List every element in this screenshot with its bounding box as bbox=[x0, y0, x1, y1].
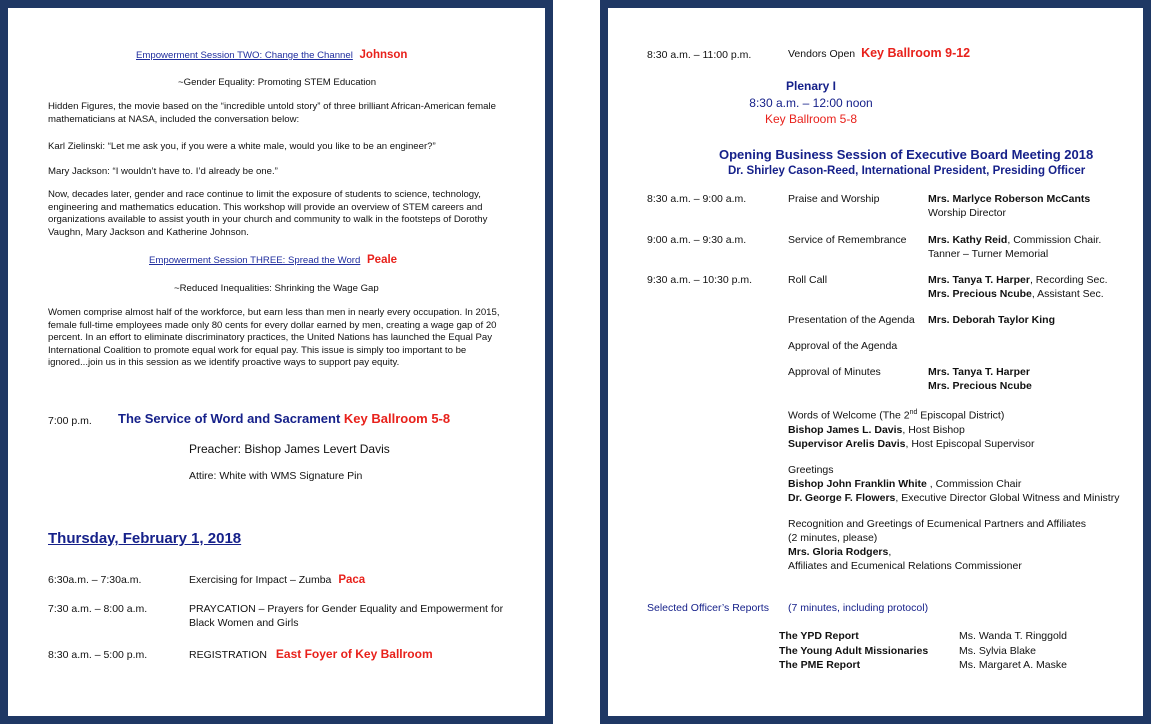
session-three-description: Women comprise almost half of the workforce, but earn less than men in nearly every occupation. In 2015, female full-time employees made only 80 cents for every dollar earned by men, creating a wage gap of 20 percent. In an effort to eliminate discriminatory practices, the United Nations has launched the Equal Pay International Coalition to promote equal work for equal pay. This issue is simply too important to be ignored...join us in this session as we identify proactive ways to support pay equity. bbox=[48, 307, 500, 369]
greetings-name-1: Bishop John Franklin White bbox=[788, 478, 930, 490]
presentation-label: Presentation of the Agenda bbox=[788, 314, 915, 326]
praise-name: Mrs. Marlyce Roberson McCants bbox=[928, 193, 1091, 205]
greetings-block bbox=[788, 463, 1119, 505]
report-item-3: The PME Report bbox=[779, 659, 861, 671]
session-two-quote-1: Karl Zielinski: “Let me ask you, if you were a white male, would you like to be an engineer?” bbox=[48, 141, 436, 152]
welcome-name-1: Bishop James L. Davis bbox=[788, 423, 903, 436]
session-three-subtitle: ~Reduced Inequalities: Shrinking the Wage Gap bbox=[174, 283, 379, 294]
schedule-event-2-line-2: Black Women and Girls bbox=[189, 617, 299, 629]
vendors-line bbox=[788, 46, 970, 61]
welcome-name-2: Supervisor Arelis Davis bbox=[788, 437, 906, 450]
schedule-event-1-label: Exercising for Impact – Zumba bbox=[189, 574, 332, 586]
session-two-subtitle: ~Gender Equality: Promoting STEM Education bbox=[178, 77, 377, 88]
presentation-presenter: Mrs. Deborah Taylor King bbox=[928, 314, 1055, 326]
report-presenter-1: Ms. Wanda T. Ringgold bbox=[959, 630, 1067, 642]
greetings-name-2: Dr. George F. Flowers bbox=[788, 492, 896, 504]
remembrance-name: Mrs. Kathy Reid bbox=[928, 234, 1008, 246]
recognition-comma: , bbox=[888, 546, 892, 558]
remembrance-presenter bbox=[928, 233, 1101, 261]
welcome-role-1: , Host Bishop bbox=[902, 423, 965, 436]
rollcall-time: 9:30 a.m. – 10:30 p.m. bbox=[647, 274, 753, 286]
rollcall-name-1: Mrs. Tanya T. Harper bbox=[928, 274, 1030, 286]
praise-role: Worship Director bbox=[928, 207, 1006, 219]
greetings-title: Greetings bbox=[788, 464, 834, 476]
vendors-label: Vendors Open bbox=[788, 48, 856, 60]
right-page bbox=[600, 0, 1151, 724]
schedule-time-2: 7:30 a.m. – 8:00 a.m. bbox=[48, 603, 148, 615]
approval-minutes-label: Approval of Minutes bbox=[788, 366, 881, 378]
report-item-2: The Young Adult Missionaries bbox=[779, 645, 929, 657]
recognition-title: Recognition and Greetings of Ecumenical Partners and Affiliates bbox=[788, 518, 1087, 530]
minutes-name-1: Mrs. Tanya T. Harper bbox=[928, 366, 1030, 378]
service-preacher: Preacher: Bishop James Levert Davis bbox=[189, 442, 390, 456]
praise-time: 8:30 a.m. – 9:00 a.m. bbox=[647, 193, 747, 205]
schedule-time-3: 8:30 a.m. – 5:00 p.m. bbox=[48, 649, 148, 661]
plenary-time: 8:30 a.m. – 12:00 noon bbox=[749, 96, 873, 110]
schedule-event-3-label: REGISTRATION bbox=[189, 649, 267, 661]
schedule-event-3 bbox=[189, 647, 433, 662]
left-page-content bbox=[8, 8, 545, 716]
session-two-description: Now, decades later, gender and race continue to limit the exposure of students to science, technology, engineering and mathematics education. This workshop will provide an overview of STEM careers and organizations available to assist youth in your church and community to walk in the footsteps of Dorothy Vaughn, Mary Jackson and Katherine Johnson. bbox=[48, 189, 488, 238]
session-two-heading bbox=[136, 49, 407, 62]
opening-title: Opening Business Session of Executive Board Meeting 2018 bbox=[719, 147, 1094, 162]
reports-note: (7 minutes, including protocol) bbox=[788, 602, 929, 614]
opening-presiding: Dr. Shirley Cason-Reed, International President, Presiding Officer bbox=[728, 165, 1086, 177]
recognition-role: Affiliates and Ecumenical Relations Commissioner bbox=[788, 560, 1022, 572]
approval-minutes-presenters bbox=[928, 365, 1032, 393]
schedule-event-3-room: East Foyer of Key Ballroom bbox=[275, 647, 433, 661]
service-title: The Service of Word and Sacrament bbox=[118, 411, 341, 426]
remembrance-label: Service of Remembrance bbox=[788, 234, 907, 246]
welcome-title: Words of Welcome (The 2nd Episcopal District) bbox=[788, 409, 1005, 422]
schedule-event-2 bbox=[189, 602, 503, 630]
vendors-room: Key Ballroom 9-12 bbox=[861, 46, 971, 60]
schedule-event-1-room: Paca bbox=[338, 574, 366, 586]
session-three-heading bbox=[149, 254, 397, 267]
welcome-role-2: , Host Episcopal Supervisor bbox=[905, 437, 1035, 450]
plenary-title: Plenary I bbox=[785, 79, 837, 93]
remembrance-role: , Commission Chair. bbox=[1007, 234, 1102, 246]
vendors-time: 8:30 a.m. – 11:00 p.m. bbox=[647, 49, 752, 61]
right-page-content bbox=[608, 8, 1143, 716]
schedule-event-2-line-1: PRAYCATION – Prayers for Gender Equality and Empowerment for bbox=[189, 603, 504, 615]
praise-label: Praise and Worship bbox=[788, 193, 880, 205]
plenary-room: Key Ballroom 5-8 bbox=[764, 112, 858, 126]
recognition-name: Mrs. Gloria Rodgers bbox=[788, 546, 889, 558]
report-presenter-3: Ms. Margaret A. Maske bbox=[959, 659, 1067, 671]
session-three-title: Empowerment Session THREE: Spread the Word bbox=[149, 255, 361, 266]
session-two-intro: Hidden Figures, the movie based on the “incredible untold story” of three brilliant African-American female mathematicians at NASA, included the conversation below: bbox=[48, 101, 496, 125]
service-room: Key Ballroom 5-8 bbox=[343, 411, 451, 426]
recognition-block bbox=[788, 517, 1086, 573]
approval-agenda-label: Approval of the Agenda bbox=[788, 340, 898, 352]
session-two-leader: Johnson bbox=[359, 49, 408, 61]
remembrance-time: 9:00 a.m. – 9:30 a.m. bbox=[647, 234, 747, 246]
recognition-note: (2 minutes, please) bbox=[788, 532, 878, 544]
session-two-quote-2: Mary Jackson: “I wouldn’t have to. I’d already be one.” bbox=[48, 166, 278, 177]
rollcall-name-2: Mrs. Precious Ncube bbox=[928, 288, 1032, 300]
service-heading bbox=[118, 411, 450, 426]
session-three-leader: Peale bbox=[367, 254, 398, 266]
greetings-role-2: , Executive Director Global Witness and Ministry bbox=[895, 492, 1120, 504]
reports-heading: Selected Officer’s Reports bbox=[647, 602, 769, 614]
rollcall-label: Roll Call bbox=[788, 274, 828, 286]
rollcall-role-1: , Recording Sec. bbox=[1029, 274, 1108, 286]
left-page bbox=[0, 0, 553, 724]
rollcall-role-2: , Assistant Sec. bbox=[1031, 288, 1104, 300]
praise-presenter bbox=[928, 192, 1090, 220]
session-two-title: Empowerment Session TWO: Change the Channel bbox=[136, 50, 353, 61]
minutes-name-2: Mrs. Precious Ncube bbox=[928, 380, 1032, 392]
remembrance-memorial: Tanner – Turner Memorial bbox=[928, 248, 1049, 260]
schedule-event-1 bbox=[189, 573, 365, 587]
report-item-1: The YPD Report bbox=[779, 630, 859, 642]
day-heading: Thursday, February 1, 2018 bbox=[48, 530, 242, 547]
report-presenter-2: Ms. Sylvia Blake bbox=[959, 645, 1037, 657]
service-time: 7:00 p.m. bbox=[48, 415, 92, 427]
rollcall-presenters bbox=[928, 273, 1108, 301]
greetings-role-1: , Commission Chair bbox=[929, 478, 1022, 490]
service-attire: Attire: White with WMS Signature Pin bbox=[189, 470, 363, 482]
schedule-time-1: 6:30a.m. – 7:30a.m. bbox=[48, 574, 142, 586]
welcome-block bbox=[788, 406, 1034, 451]
